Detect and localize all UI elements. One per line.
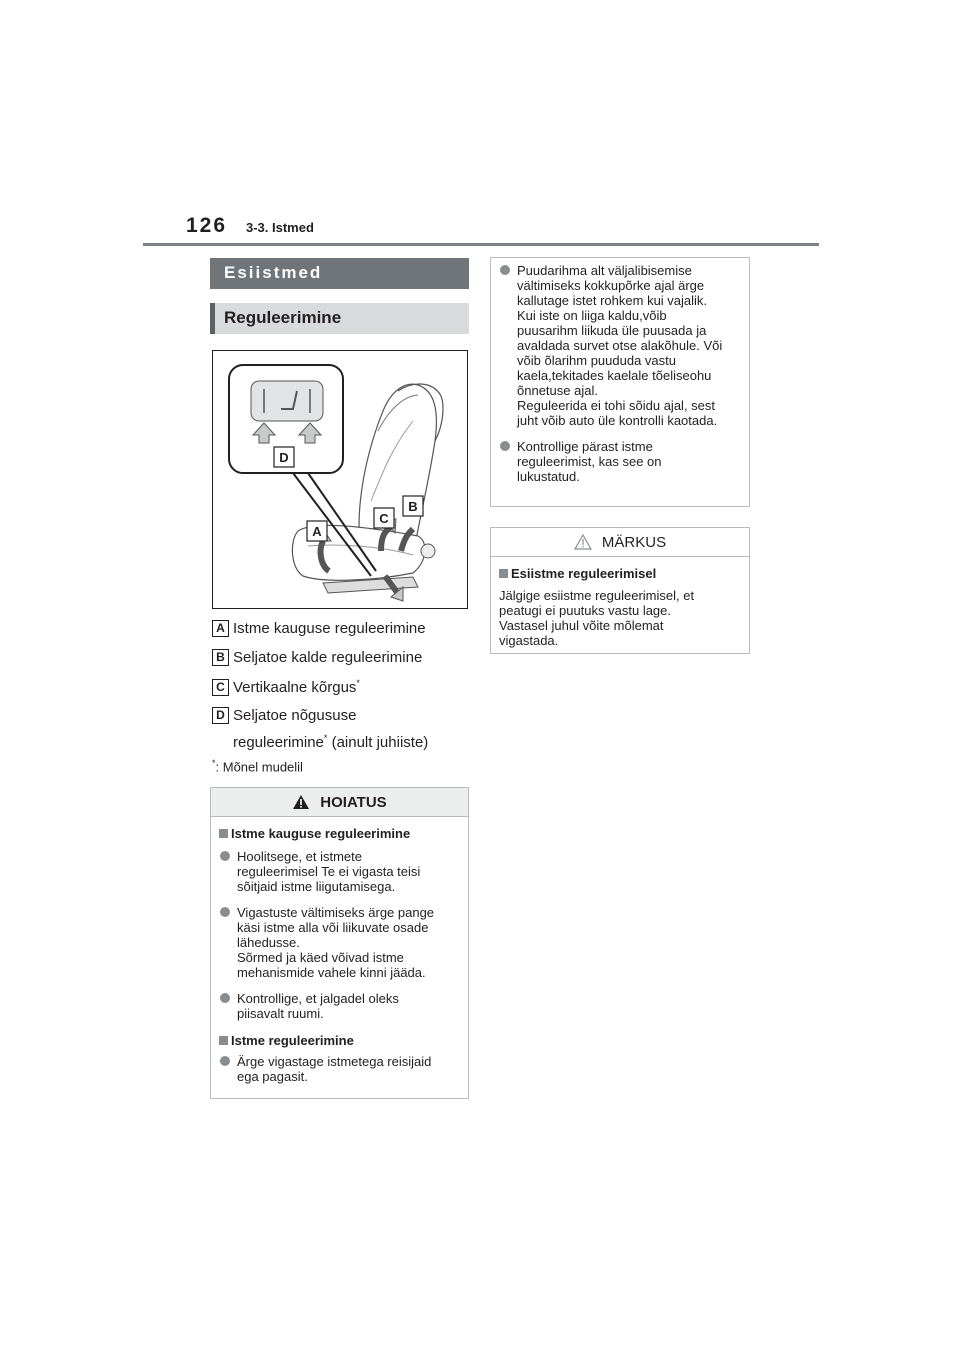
legend-text: Seljatoe nõgususe [233, 707, 357, 724]
warning-bullet: Kontrollige, et jalgadel oleks piisavalt ruumi. [219, 991, 458, 1021]
warning-subheading: Istme kauguse reguleerimine [219, 826, 458, 842]
legend-item-c [212, 678, 360, 696]
figure-label-d [274, 447, 294, 467]
legend-letter: B [212, 649, 229, 666]
notice-subheading: Esiistme reguleerimisel [499, 566, 739, 582]
figure-label-a [307, 521, 327, 541]
warning-bullet: Ärge vigastage istmetega reisijaid ega pagasit. [219, 1054, 458, 1084]
warning-continued-box [490, 257, 750, 507]
seat-adjust-illustration [213, 351, 469, 610]
section-heading: Esiistmed [210, 258, 469, 289]
legend-text: Vertikaalne kõrgus [233, 679, 357, 696]
footnote-mark: * [323, 733, 328, 743]
warning-bullet: Kontrollige pärast istme reguleerimist, kas see on lukustatud. [499, 439, 739, 484]
figure-label-b [403, 496, 423, 516]
warning-bullet: Hoolitsege, et istmete reguleerimisel Te ei vigasta teisi sõitjaid istme liigutamisega. [219, 849, 458, 894]
legend-text: Istme kauguse reguleerimine [233, 620, 426, 637]
warning-icon [292, 794, 310, 810]
notice-title: MÄRKUS [601, 534, 667, 551]
legend-letter: A [212, 620, 229, 637]
page-number: 126 [186, 214, 228, 237]
warning-title-bar [211, 788, 468, 817]
warning-box [210, 787, 469, 1099]
footnote-text: : Mõnel mudelil [215, 759, 303, 775]
header-rule [143, 243, 819, 246]
footnote-mark: * [356, 678, 360, 688]
notice-icon [574, 534, 592, 550]
section-reference: 3-3. Istmed [246, 220, 314, 235]
warning-title: HOIATUS [320, 794, 387, 811]
svg-text:C: C [379, 511, 389, 526]
legend-item-b [212, 649, 422, 666]
figure-label-c [374, 508, 394, 528]
warning-bullet: Puudarihma alt väljalibisemise vältimiseks kokkupõrke ajal ärge kallutage istet rohkem kui vajalik. Kui iste on liiga kaldu,võib puusarihm liikuda üle puusada ja avaldada survet otse alakõhule. Või võib õlarihm puududa vastu kaela,tekitades kaelale tõeliseohu õnnetuse ajal. Reguleerida ei tohi sõidu ajal, sest juht võib auto üle kontrolli kaotada. [499, 263, 739, 428]
seat-figure [212, 350, 468, 609]
legend-item-d [212, 707, 356, 724]
notice-title-bar [491, 528, 749, 557]
legend-item-d-continued [233, 733, 428, 751]
subsection-heading: Reguleerimine [210, 303, 469, 334]
notice-text: Jälgige esiistme reguleerimisel, et peatugi ei puutuks vastu lage. Vastasel juhul võite mõlemat vigastada. [499, 588, 695, 648]
warning-subheading: Istme reguleerimine [219, 1033, 458, 1049]
footnote [212, 758, 303, 774]
svg-text:B: B [408, 499, 418, 514]
legend-text: Seljatoe kalde reguleerimine [233, 649, 423, 666]
svg-text:A: A [312, 524, 322, 539]
warning-bullet: Vigastuste vältimiseks ärge pange käsi istme alla või liikuvate osade lähedusse. Sõrmed ja käed võivad istme mehanismide vahele kinni jääda. [219, 905, 458, 980]
footnote-mark: * [212, 758, 216, 768]
legend-text: reguleerimine [233, 734, 324, 751]
notice-box [490, 527, 750, 654]
legend-item-a [212, 620, 426, 637]
legend-letter: C [212, 679, 229, 696]
legend-text: (ainult juhiiste) [327, 734, 429, 751]
svg-text:D: D [279, 450, 289, 465]
legend-letter: D [212, 707, 229, 724]
